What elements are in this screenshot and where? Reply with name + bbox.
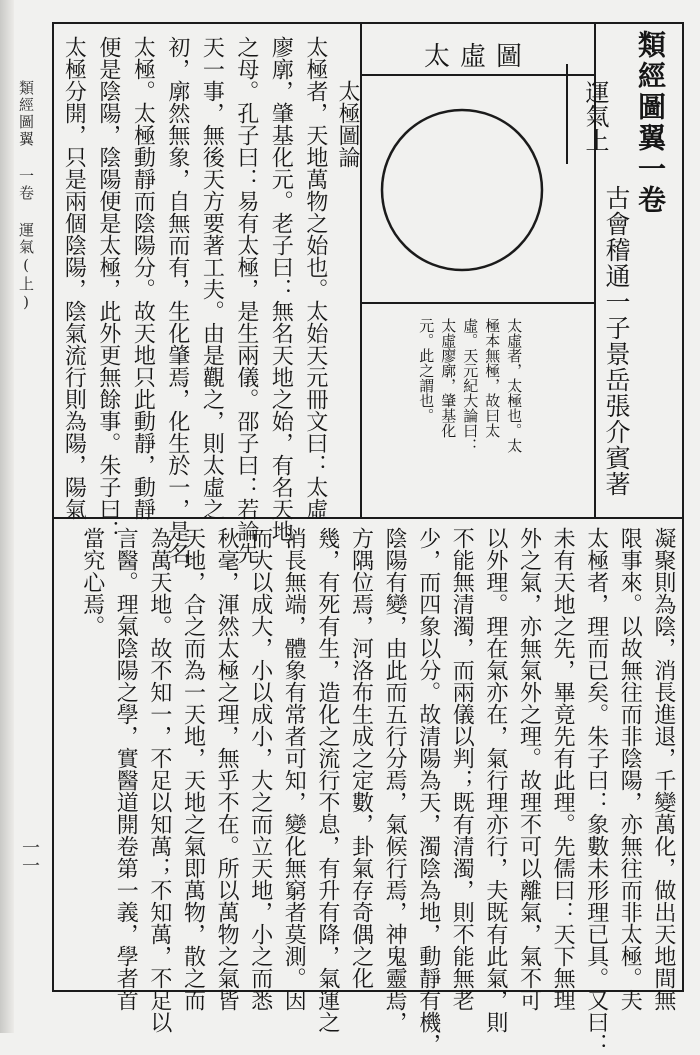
- section-rule: [566, 64, 568, 164]
- essay-column: 陰陽有變，由此而五行分焉，氣候行焉，神鬼靈焉，: [382, 527, 408, 1033]
- essay-title: 太極圖論: [335, 80, 360, 168]
- page-binding-shadow: [0, 0, 14, 1033]
- author-line: 古會稽通一子景岳張介賓著: [602, 185, 631, 497]
- essay-column: 方隅位焉，河洛布生成之定數，卦氣存奇偶之化: [348, 527, 374, 989]
- essay-column: 太極者，理而已矣。朱子曰：象數未形理已具。又曰：: [583, 527, 609, 1055]
- section-title: 運氣上: [581, 80, 609, 152]
- essay-column: 外之氣，亦無氣外之理。故理不可以離氣，氣不可: [516, 527, 542, 1011]
- essay-column: 少，而四象以分。故清陽為天，濁陰為地，動靜有機，: [415, 527, 441, 1055]
- essay-column: 不能無清濁，而兩儀以判；既有清濁，則不能無老: [449, 527, 475, 1011]
- caption-line: 元。此之謂也。: [417, 318, 436, 423]
- essay-column: 天一事，無後天方要著工夫。由是觀之，則太虛之: [199, 36, 225, 520]
- running-title: 類經圖翼 一卷 運氣(上): [17, 80, 35, 313]
- essay-column: 初，廓然無象，自無而有，生化肇焉，化生於一，是名: [164, 36, 190, 564]
- essay-column: 消長無端，體象有常者可知，變化無窮者莫測。因: [281, 527, 307, 1011]
- essay-column: 秋毫，渾然太極之理，無乎不在。所以萬物之氣皆: [214, 527, 240, 1011]
- essay-column: 幾，有死有生，造化之流行不息，有升有降，氣運之: [314, 527, 340, 1033]
- essay-column: 廖廓，肇基化元。老子曰：無名天地之始，有名天地: [268, 36, 294, 542]
- caption-line: 虛。天元紀大論曰：: [461, 318, 480, 453]
- essay-column: 言醫。理氣陰陽之學，實醫道開卷第一義，學者首: [113, 527, 139, 1011]
- essay-column: 太極分開，只是兩個陰陽，陰氣流行則為陽，陽氣: [61, 36, 87, 520]
- essay-column: 當究心焉。: [79, 527, 105, 637]
- essay-column: 限事來。以故無往而非陰陽，亦無往而非太極。夫: [617, 527, 643, 1011]
- page-number: 一一: [19, 838, 40, 874]
- diagram-caption-rule: [360, 302, 596, 304]
- essay-column: 太極者，天地萬物之始也。太始天元冊文曰：太虛: [302, 36, 328, 520]
- essay-column: 便是陰陽，陰陽便是太極，此外更無餘事。朱子曰：: [95, 36, 121, 542]
- essay-column: 而大以成大，小以成小，大之而立天地，小之而悉: [247, 527, 273, 1011]
- essay-column: 凝聚則為陰，消長進退，千變萬化，做出天地間無: [650, 527, 676, 1011]
- essay-column: 天地，合之而為一天地，天地之氣即萬物，散之而: [180, 527, 206, 1011]
- diagram-title-rule: [360, 74, 596, 76]
- caption-line: 太虛者，太極也。太: [505, 318, 524, 453]
- essay-column: 以外理。理在氣亦在，氣行理亦行，夫既有此氣，則: [482, 527, 508, 1033]
- book-title: 類經圖翼一卷: [634, 30, 667, 216]
- diagram-title: 太虛圖: [423, 42, 532, 72]
- great-void-circle: [378, 106, 546, 274]
- caption-line: 太虛廖廓，肇基化: [439, 318, 458, 438]
- essay-column: 太極。太極動靜而陰陽分。故天地只此動靜，動靜: [130, 36, 156, 520]
- essay-column: 為萬天地。故不知一，不足以知萬；不知萬，不足以: [146, 527, 172, 1033]
- essay-column: 之母。孔子曰：易有太極，是生兩儀。邵子曰：若論先: [233, 36, 259, 564]
- essay-column: 未有天地之先，畢竟先有此理。先儒曰：天下無理: [550, 527, 576, 1011]
- caption-line: 極本無極，故曰太: [483, 318, 502, 438]
